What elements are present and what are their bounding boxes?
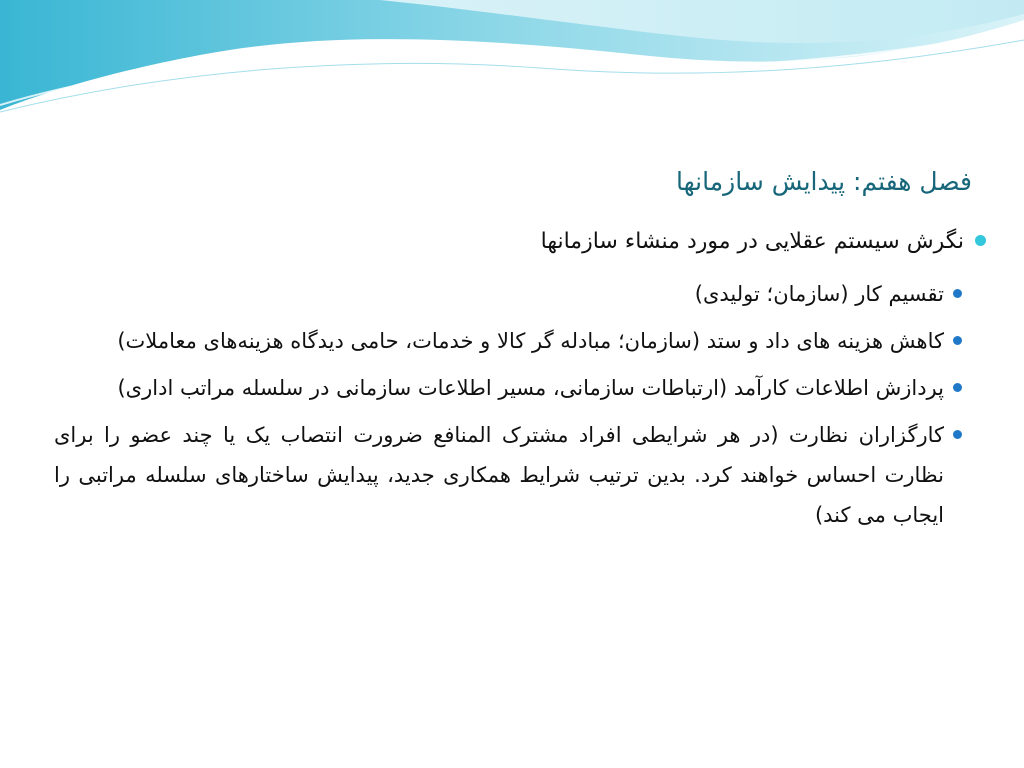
slide-content (54, 222, 964, 542)
main-bullet-text: نگرش سیستم عقلایی در مورد منشاء سازمانها (540, 229, 964, 254)
main-bullet-icon (975, 235, 986, 246)
sub-bullet-item (54, 368, 964, 408)
sub-bullet-text: تقسیم کار (سازمان؛ تولیدی) (694, 282, 944, 306)
sub-bullet-icon (953, 289, 962, 298)
main-bullet-item (54, 222, 986, 262)
sub-bullet-text: کارگزاران نظارت (در هر شرایطی افراد مشترک المنافع ضرورت انتصاب یک یا چند عضو را برای نظارت احساس خواهند کرد. بدین ترتیب شرایط همکاری جدید، پیدایش ساختارهای سلسله مراتبی را ایجاب می کند) (54, 423, 944, 527)
sub-bullet-item (54, 274, 964, 314)
sub-bullet-text: پردازش اطلاعات کارآمد (ارتباطات سازمانی، مسیر اطلاعات سازمانی در سلسله مراتب اداری) (117, 376, 944, 400)
sub-bullet-icon (953, 430, 962, 439)
sub-bullet-item (54, 415, 964, 535)
slide-title: فصل هفتم: پیدایش سازمانها (676, 167, 972, 196)
sub-bullet-item (54, 321, 964, 361)
sub-bullet-icon (953, 383, 962, 392)
sub-bullet-icon (953, 336, 962, 345)
header-wave-decoration (0, 0, 1024, 120)
sub-bullet-text: کاهش هزینه های داد و ستد (سازمان؛ مبادله گر کالا و خدمات، حامی دیدگاه هزینه‌های معاملات) (117, 329, 944, 353)
